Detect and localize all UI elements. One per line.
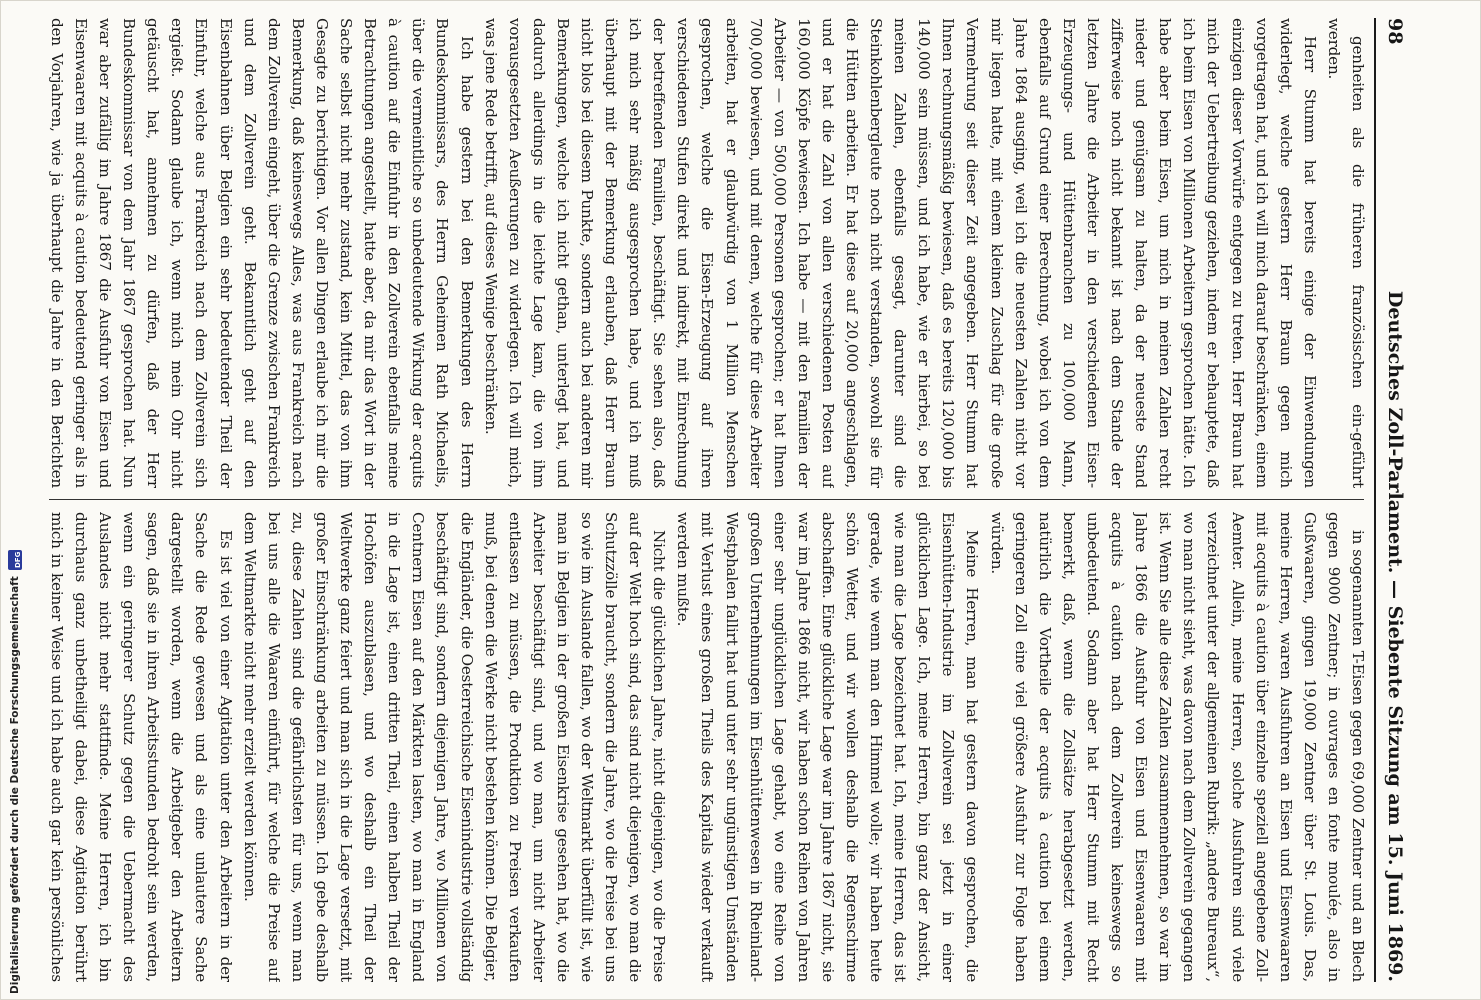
paragraph: genheiten als die früheren französischen ein-geführt werden. bbox=[1324, 18, 1367, 488]
paragraph: in sogenannten T-Eisen gegen 69,000 Zentner und an Blech gegen 9000 Zentner; in ouvrages en fonte moulée, also in Gußwaaren, gingen 19,000 Zentner über St. Louis. Das, meine Herren, waren Ausfuhren an Eisen und Eisenwaaren mit acquits à caution über einzelne speziell angegebene Zoll-Aemter. Allein, meine Herren, solche Ausfuhren sind viele verzeichnet unter der allgemeinen Rubrik: „andere Bureaux“, wo man nicht sieht, was davon nach dem Zollverein gegangen ist. Wenn Sie alle diese Zahlen zusammennehmen, so war im Jahre 1866 die Ausfuhr von Eisen und Eisenwaaren mit acquits à caution nach dem Zollverein keineswegs so unbedeutend. Sodann aber hat Herr Stumm mit Recht bemerkt, daß, wenn die Zollsätze herabgesetzt werden, natürlich die Vortheile der acquits à caution bei einem geringeren Zoll eine viel größere Ausfuhr zur Folge haben würden. bbox=[987, 512, 1367, 982]
header-rule bbox=[1374, 18, 1376, 982]
digitization-note-text: Digitalisierung gefördert durch die Deutsche Forschungsgemeinschaft bbox=[9, 576, 21, 994]
column-right bbox=[45, 512, 1370, 982]
running-head-title: Deutsches Zoll-Parlament. — Siebente Sitzung am 15. Juni 1869. bbox=[1384, 290, 1406, 982]
dfg-logo-icon: DFG bbox=[8, 550, 22, 570]
paragraph: Ich habe gestern bei den Bemerkungen des Herrn Bundeskommissars, des Herrn Geheimen Rath Michaelis, über die vermeintliche so unbedeutende Wirkung der acquits à caution auf die Einfuhr in den Zollverein ebenfalls meine Betrachtungen angestellt, hatte aber, da mir das Wort in der Sache selbst nicht mehr zustand, kein Mittel, das von ihm Gesagte zu berichtigen. Vor allen Dingen erlaube ich mir die Bemerkung, daß keineswegs Alles, was aus Frankreich nach dem Zollverein eingeht, über die Grenze zwischen Frankreich und dem Zollverein geht. Bekanntlich geht auf den Eisenbahnen über Belgien ein sehr bedeutender Theil der Einfuhr, welche aus Frankreich nach dem Zollverein sich ergießt. Sodann glaube ich, wenn mich mein Ohr nicht getäuscht hat, annehmen zu dürfen, daß der Herr Bundeskommissar von dem Jahr 1867 gesprochen hat. Nun war aber zufällig im Jahre 1867 die Ausfuhr von Eisen und Eisenwaaren mit acquits à caution bedeutend geringer als in den Vorjahren, wie ja überhaupt die Jahre in den Berichten bbox=[47, 18, 476, 488]
page-number: 98 bbox=[1384, 18, 1406, 45]
paragraph: Es ist viel von einer Agitation unter den Arbeitern in der Sache die Rede gewesen und als eine unlautere Sache dargestellt worden, wenn die Arbeitgeber den Arbeitern sagen, daß sie in ihren Arbeitsstunden bedroht sein werden, wenn ein geringerer Schutz gegen die Uebermacht des Auslandes nicht mehr stattfinde. Meine Herren, ich bin durchaus ganz unbetheiligt dabei, diese Agitation berührt mich in keiner Weise und ich habe auch gar kein persönliches bbox=[47, 512, 235, 982]
column-divider bbox=[49, 499, 1364, 500]
paragraph: Herr Stumm hat bereits einige der Einwendungen widerlegt, welche gestern Herr Braun gegen mich vorgetragen hat, und ich will mich darauf beschränken, einem einzigen dieser Vorwürfe entgegen zu treten. Herr Braun hat mich der Uebertreibung geziehen, indem er behauptete, daß ich beim Eisen von Millionen Arbeitern gesprochen hätte. Ich habe aber beim Eisen, um mich in meinen Zahlen recht nieder und genügsam zu halten, da der neueste Stand zifferweise noch nicht bekannt ist nach dem Stande der letzten Jahre die Arbeiter in den verschiedenen Eisen-Erzeugungs- und Hüttenbranchen zu 100,000 Mann, ebenfalls auf Grund einer Berechnung, wobei ich von dem Jahre 1864 ausging, weil ich die neuesten Zahlen nicht vor mir liegen hatte, mit einem kleinen Zuschlag für die große Vermehrung seit dieser Zeit angegeben. Herr Stumm hat Ihnen rechnungsmäßig bewiesen, daß es bereits 120,000 bis 140,000 sein müssen, und ich habe, wie er hierbei, so bei meinen Zahlen, ebenfalls gesagt, darunter sind die Steinkohlenbergleute noch nicht verstanden, sowohl sie für die Hütten arbeiten. Er hat diese auf 20,000 angeschlagen, und er hat die Zahl von allen verschiedenen Posten auf 160,000 Köpfe bewiesen. Ich habe — mit den Familien der Arbeiter — von 500,000 Personen gesprochen; er hat Ihnen 700,000 bewiesen, und mit denen, welche für diese Arbeiter arbeiten, hat er glaubwürdig von 1 Million Menschen gesprochen, welche die Eisen-Erzeugung auf ihren verschiedenen Stufen direkt und indirekt, mit Einrechnung der betreffenden Familien, beschäftigt. Sie sehen also, daß ich mich sehr mäßig ausgesprochen habe, und ich muß überhaupt mit der Bemerkung erlauben, daß Herr Braun nicht blos bei diesem Punkte, sondern auch bei anderen mir Bemerkungen, welche ich nicht gethan, unterlegt hat, und dadurch allerdings in die leichte Lage kam, die von ihm vorausgesetzten Aeußerungen zu widerlegen. Ich will mich, was jene Rede betrifft, auf dieses Wenige beschränken. bbox=[481, 18, 1319, 488]
digitization-note bbox=[4, 0, 26, 1000]
paragraph: Nicht die glücklichen Jahre, nicht diejenigen, wo die Preise auf der Welt hoch sind, das sind nicht diejenigen, wo man die Schutzzölle braucht, sondern die Jahre, wo die Preise bei uns so wie im Auslande fallen, wo der Weltmarkt überfüllt ist, wie man in Belgien in der großen Eisenkrise gesehen hat, wo die Arbeiter beschäftigt sind, und wo man, um nicht Arbeiter entlassen zu müssen, die Produktion zu Preisen verkaufen muß, bei denen die Werke nicht bestehen können. Die Belgier, die Engländer, die Oesterreichische Eisenindustrie vollständig beschäftigt sind, sondern diejenigen Jahre, wo Millionen von Centnern Eisen auf den Märkten lasten, wo man in England in die Lage ist, einen dritten Theil, einen halben Theil der Hochöfen auszublasen, und wo deshalb ein Theil der Weltwerke ganz feiert und man sich in die Lage versetzt, mit großer Einschränkung arbeiten zu müssen. Ich gebe deshalb zu, diese Zahlen sind die gefährlichsten für uns, wenn man bei uns alle die Waaren einführt, für welche die Preise auf dem Weltmarkte nicht mehr erzielt werden können. bbox=[240, 512, 669, 982]
column-left bbox=[45, 18, 1370, 488]
running-head bbox=[1378, 18, 1412, 982]
rotated-page-content bbox=[40, 0, 1440, 1000]
paragraph: Meine Herren, man hat gestern davon gesprochen, die Eisenhütten-Industrie im Zollverein sei jetzt in einer glücklichen Lage. Ich, meine Herren, bin ganz der Ansicht, wie man die Lage bezeichnet hat. Ich, meine Herren, das ist gerade, wie wenn man den Himmel wolle; wir haben heute schön Wetter, und wir wollen deshalb die Regenschirme abschaffen. Eine glückliche Lage war im Jahre 1867 nicht, sie war im Jahre 1866 nicht, wir haben schon Reihen von Jahren einer sehr unglücklichen Lage gehabt, wo eine Reihe von großen Unternehmungen im Eisenhüttenwesen in Rheinland-Westphalen fallirt hat und unter sehr ungünstigen Umständen mit Verlust eines großen Theils des Kapitals wieder verkauft werden mußte. bbox=[674, 512, 982, 982]
text-columns bbox=[40, 18, 1370, 982]
